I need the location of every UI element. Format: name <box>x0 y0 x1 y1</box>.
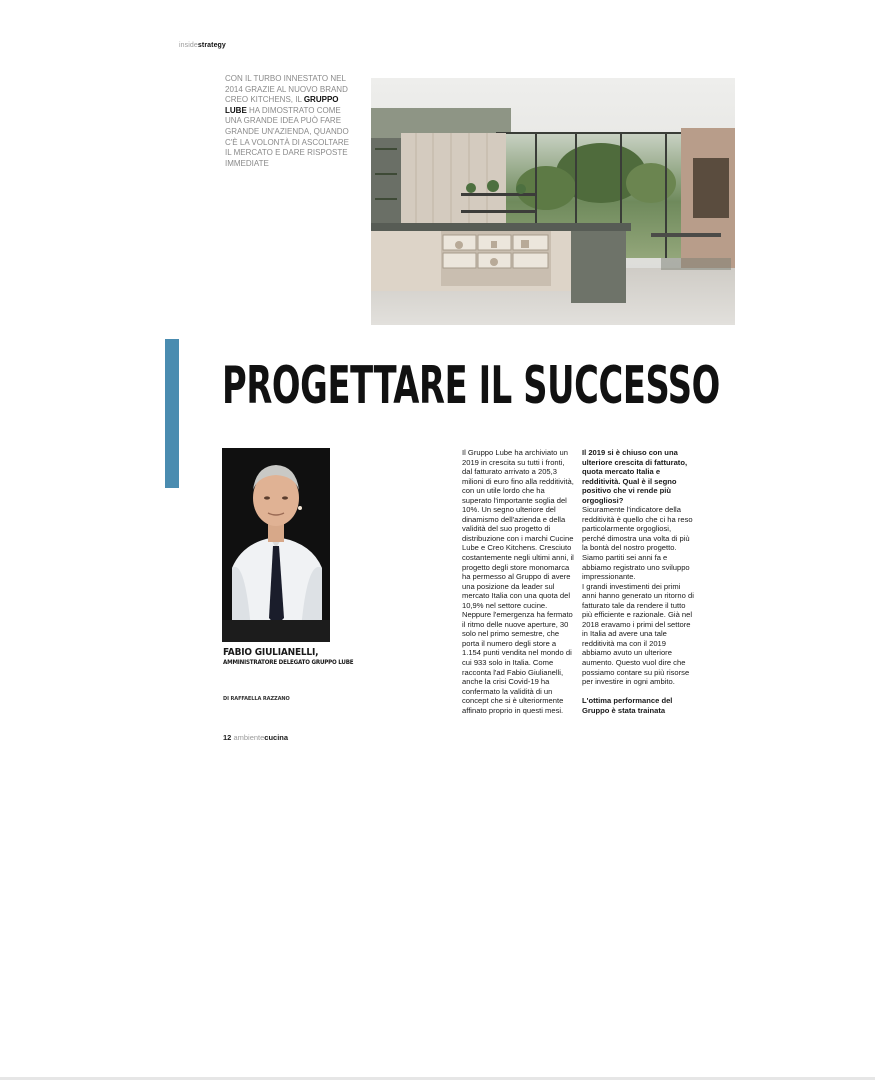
section-tag-name: strategy <box>197 42 226 49</box>
page-number: 12 <box>223 733 232 742</box>
body-paragraph: Il Gruppo Lube ha archiviato un 2019 in crescita su tutti i fronti, dal fatturato arrivato a 205,3 milioni di euro fino alla redditività, con un utile lordo che ha superato l'importante soglia del 10%. Un segno ulteriore del dinamismo dell'azienda e della validità del suo progetto di distribuzione con i marchi Cucine Lube e Creo Kitchens. Cresciuto costantemente negli ultimi anni, il progetto degli store monomarca ha permesso al Gruppo di avere una posizione da leader sul mercato Italia con una quota del 10,9% nel settore cucine. Neppure l'emergenza ha fermato il ritmo delle nuove aperture, 30 solo nel primo semestre, che porta il numero degli store a 1.154 punti vendita nel mondo di cui 933 solo in Italia. Come racconta l'ad Fabio Giulianelli, anche la crisi Covid-19 ha confermato la validità di un concept che si è ulteriormente affinato proprio in questi mesi. <box>462 448 574 715</box>
intro-deck <box>225 74 353 169</box>
portrait-illustration <box>222 448 330 642</box>
interview-question-1: Il 2019 si è chiuso con una ulteriore crescita di fatturato, quota mercato Italia e redditività. Qual è il segno positivo che vi rende più orgogliosi? <box>582 448 688 505</box>
article-headline: PROGETTARE IL SUCCESSO <box>222 356 720 416</box>
interview-answer-2: I grandi investimenti dei primi anni hanno generato un ritorno di fatturato tale da rendere il tutto più efficiente e razionale. Già nel 2018 eravamo i primi del settore in Italia ad avere una tale redditività ma con il 2019 abbiamo avuto un ulteriore aumento. Questo vuol dire che possiamo contare su più risorse per investire in ogni ambito. <box>582 581 694 687</box>
intro-text-start: CON IL TURBO INNESTATO NEL 2014 GRAZIE AL NUOVO BRAND CREO KITCHENS, IL <box>225 74 348 105</box>
magazine-name-bold: cucina <box>264 733 289 742</box>
intro-text-end: HA DIMOSTRATO COME UNA GRANDE IDEA PUÒ FARE GRANDE UN'AZIENDA, QUANDO C'È LA VOLONTÀ DI ASCOLTARE IL MERCATO E DARE RISPOSTE IMMEDIATE <box>225 105 349 168</box>
magazine-name-light: ambiente <box>233 733 265 742</box>
caption-role: AMMINISTRATORE DELEGATO GRUPPO LUBE <box>223 659 354 666</box>
section-tag <box>179 42 226 49</box>
body-column-1 <box>462 448 574 715</box>
accent-bar <box>165 339 179 488</box>
interview-question-2: L'ottima performance del Gruppo è stata trainata <box>582 696 673 715</box>
kitchen-photo <box>371 78 735 325</box>
byline: DI RAFFAELLA RAZZANO <box>223 696 290 702</box>
kitchen-illustration <box>371 78 735 325</box>
photo-caption <box>223 647 383 667</box>
intro-highlight: GRUPPO LUBE <box>225 95 339 115</box>
portrait-photo <box>222 448 330 642</box>
section-tag-prefix: inside <box>179 42 198 49</box>
interview-answer-1: Sicuramente l'indicatore della redditività è quello che ci ha reso particolarmente orgogliosi, perché dimostra una volta di più la bontà del nostro progetto. Siamo partiti sei anni fa e abbiamo registrato uno sviluppo impressionante. <box>582 505 693 582</box>
caption-name: FABIO GIULIANELLI, <box>223 647 319 658</box>
page-folio <box>223 733 288 742</box>
body-column-2 <box>582 448 694 715</box>
